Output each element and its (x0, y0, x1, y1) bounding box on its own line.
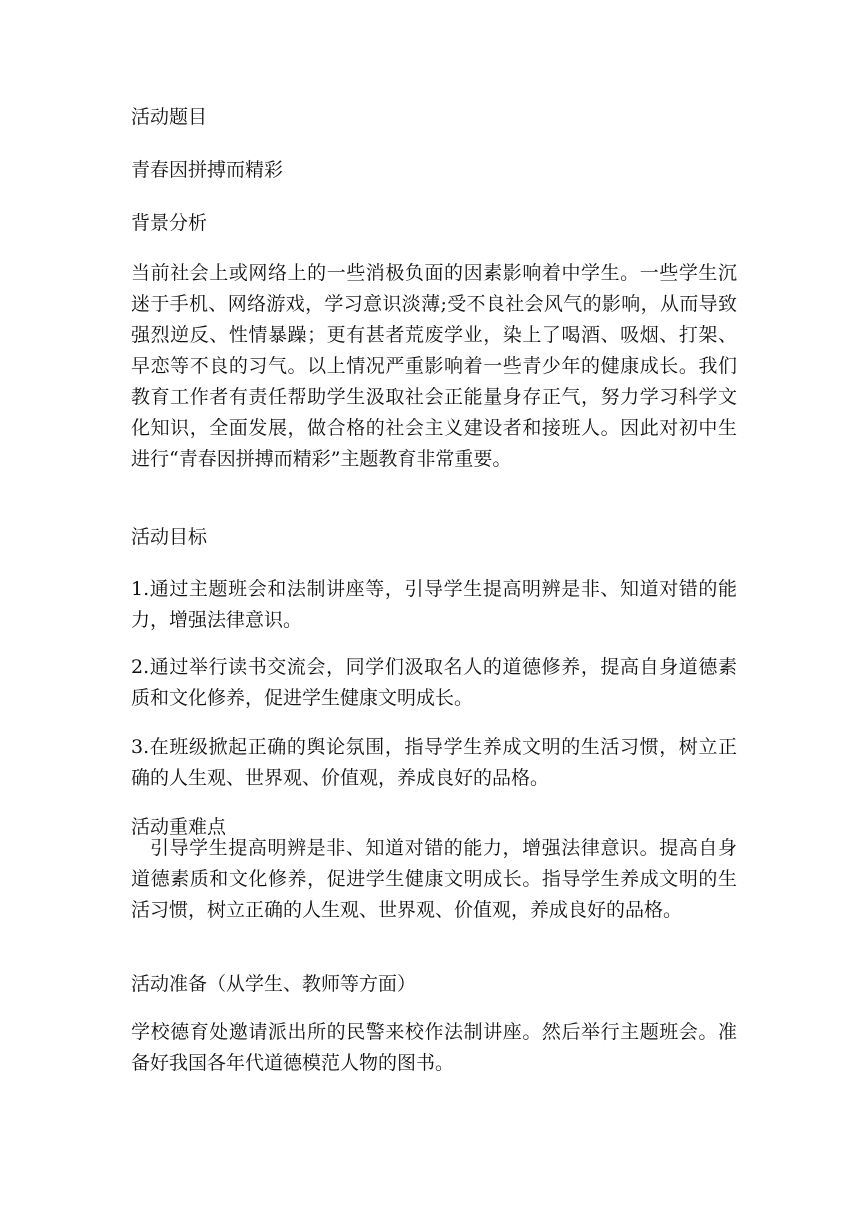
preparation-heading: 活动准备（从学生、教师等方面） (131, 973, 417, 995)
key-points-heading: 活动重难点 (131, 816, 227, 838)
key-points-paragraph: 引导学生提高明辨是非、知道对错的能力，增强法律意识。提高自身道德素质和文化修养，促进学生健康文明成长。指导学生养成文明的生活习惯，树立正确的人生观、世界观、价值观，养成良好的品格。 (131, 837, 737, 921)
goal-item-3: 3.在班级掀起正确的舆论氛围，指导学生养成文明的生活习惯，树立正确的人生观、世界观、价值观，养成良好的品格。 (131, 736, 737, 789)
document-page (131, 0, 743, 1216)
goals-heading: 活动目标 (131, 526, 208, 548)
background-paragraph: 当前社会上或网络上的一些消极负面的因素影响着中学生。一些学生沉迷于手机、网络游戏，学习意识淡薄;受不良社会风气的影响，从而导致强烈逆反、性情暴躁；更有甚者荒废学业，染上了喝酒、吸烟、打架、早恋等不良的习气。以上情况严重影响着一些青少年的健康成长。我们教育工作者有责任帮助学生汲取社会正能量身存正气，努力学习科学文化知识，全面发展，做合格的社会主义建设者和接班人。因此对初中生进行“青春因拼搏而精彩”主题教育非常重要。 (131, 262, 737, 470)
goal-item-2: 2.通过举行读书交流会，同学们汲取名人的道德修养，提高自身道德素质和文化修养，促进学生健康文明成长。 (131, 656, 737, 709)
goal-item-1: 1.通过主题班会和法制讲座等，引导学生提高明辨是非、知道对错的能力，增强法律意识。 (131, 578, 737, 631)
topic-value: 青春因拼搏而精彩 (131, 159, 284, 181)
preparation-paragraph: 学校德育处邀请派出所的民警来校作法制讲座。然后举行主题班会。准备好我国各年代道德模范人物的图书。 (131, 1021, 737, 1074)
background-heading: 背景分析 (131, 212, 208, 234)
topic-heading: 活动题目 (131, 106, 208, 128)
